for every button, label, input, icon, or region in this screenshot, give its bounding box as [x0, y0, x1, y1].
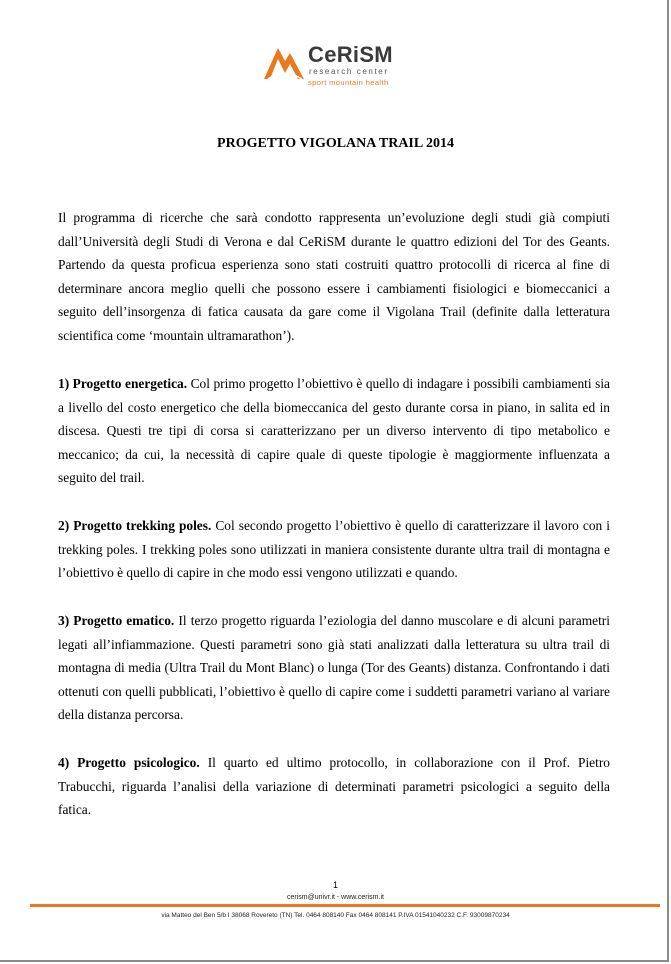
section-text: Col secondo progetto l’obiettivo è quello di caratterizzare il lavoro con i trekking poles. I trekking poles sono utilizzati in maniera consistente durante ultra trail di montagna e l’obiettivo è quello di capire in che modo essi vengono utilizzati e quando. [58, 518, 610, 581]
mountain-logo-icon [262, 42, 306, 82]
section-text: Il quarto ed ultimo protocollo, in collaborazione con il Prof. Pietro Trabucchi, riguarda l’analisi della variazione di determinati parametri psicologici a seguito della fatica. [58, 755, 611, 818]
section-heading: 1) Progetto energetica. [58, 376, 188, 391]
section-text: Il terzo progetto riguarda l’eziologia del danno muscolare e di alcuni parametri legati all’infiammazione. Questi parametri sono già stati analizzati dalla letteratura su ultra trail di montagna di media (Ultra Trail du Mont Blanc) o lunga (Tor des Geants) distanza. Confrontando i dati ottenuti con quelli pubblicati, l’obiettivo è quello di capire come i suddetti parametri variano al variare della distanza percorsa. [58, 613, 610, 723]
cerism-logo [262, 40, 422, 92]
section-psicologico [58, 751, 610, 822]
logo-name: CeRiSM [308, 42, 393, 67]
footer-divider [30, 904, 660, 907]
section-energetica [58, 372, 610, 490]
page-number: 1 [332, 880, 338, 890]
section-heading: 2) Progetto trekking poles. [58, 518, 212, 533]
footer-address: via Matteo del Ben 5/b I 38068 Rovereto (TN) Tel. 0464 808140 Fax 0464 808141 P.IVA 01541040232 C.F. 93009870234 [161, 912, 510, 919]
section-trekking-poles [58, 514, 610, 585]
intro-text: Il programma di ricerche che sarà condotto rappresenta un’evoluzione degli studi già compiuti dall’Università degli Studi di Verona e dal CeRiSM durante le quattro edizioni del Tor des Geants. Partendo da questa proficua esperienza sono stati costruiti quattro protocolli di ricerca al fine di determinare ancora meglio quelli che possono essere i cambiamenti fisiologici e biomeccanici a seguito dell’insorgenza di fatica causata da gare come il Vigolana Trail (definite dalla letteratura scientifica come ‘mountain ultramarathon’). [58, 210, 610, 343]
footer-contacts: cerism@univr.it - www.cerism.it [287, 894, 384, 901]
logo-subtitle: research center [309, 67, 389, 76]
intro-paragraph [58, 206, 610, 348]
section-heading: 3) Progetto ematico. [58, 613, 175, 628]
section-ematico [58, 609, 610, 727]
section-heading: 4) Progetto psicologico. [58, 755, 200, 770]
section-text: Col primo progetto l’obiettivo è quello di indagare i possibili cambiamenti sia a livello del costo energetico che della biomeccanica del gesto durante corsa in piano, in salita ed in discesa. Questi tre tipi di corsa si caratterizzano per un diverso intervento di tipo metabolico e meccanico; da cui, la necessità di capire quale di queste tipologie è maggiormente influenzata a seguito del trail. [58, 376, 611, 486]
logo-tagline: sport mountain health [308, 78, 389, 87]
document-title: PROGETTO VIGOLANA TRAIL 2014 [217, 136, 454, 151]
